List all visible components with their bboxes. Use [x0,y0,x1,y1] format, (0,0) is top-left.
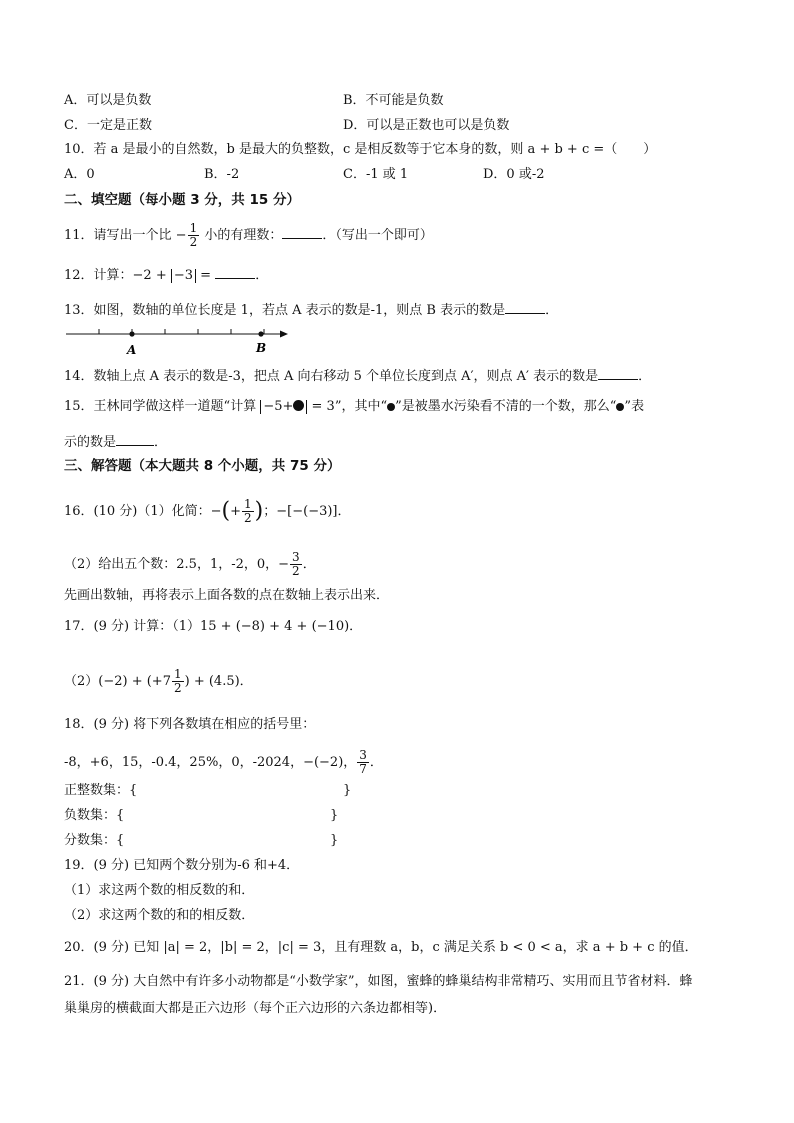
q18-negative-set: 负数集：{ [64,808,125,823]
q10-option-c: C．-1 或 1 [343,167,409,182]
section-3-heading: 三、解答题（本大题共 8 个小题，共 75 分） [64,458,341,474]
q16-p1-mid: ；−[−(−3)]． [263,504,351,519]
q15-post2: ”是被墨水污染看不清的一个数，那么“ [395,399,617,414]
q10-stem: 10．若 a 是最小的自然数，b 是最大的负整数，c 是相反数等于它本身的数，则 a + b + c =（ ） [64,142,657,157]
q16-part2 [64,551,316,578]
q16-p2-pre: （2）给出五个数：2.5，1，-2，0，− [64,557,290,572]
q18-numbers-tail: ． [369,755,383,770]
q18-frac-den: 7 [359,762,367,776]
q17-p2-pre: （2）(−2) + (+7 [64,674,171,689]
q13-stem: 13．如图，数轴的单位长度是 1，若点 A 表示的数是-1，则点 B 表示的数是 [64,303,506,318]
q18-set1-close: } [343,783,352,798]
q17-p2-tail: ) + (4.5)． [184,674,253,689]
q13-tail: ． [545,303,559,318]
q15-pre: 15．王林同学做这样一道题“计算 [64,399,261,414]
q15-answer-blank[interactable] [116,432,154,446]
q16-p2-frac-den: 2 [292,564,300,578]
q11-pre: 11．请写出一个比 − [64,228,187,243]
q15-abs-text: −5+ [263,399,294,414]
q11-frac-den: 2 [189,235,198,249]
q13-number-line [64,324,294,358]
q13 [64,300,558,320]
q16-p2-frac-num: 3 [292,550,300,564]
q10-option-b: B．-2 [204,167,240,182]
q11-tail: ．（写出一个即可） [322,228,433,243]
q14-answer-blank[interactable] [598,366,638,380]
q18-numbers-text: -8，+6，15，-0.4，25%，0，-2024，−(−2)， [64,755,357,770]
q17-part1: 17．(9 分) 计算：（1）15 + (−8) + 4 + (−10)． [64,619,363,634]
q18-stem: 18．(9 分) 将下列各数填在相应的括号里： [64,717,316,732]
q14 [64,366,651,386]
q12-tail: ． [255,268,269,283]
q20-stem: 20．(9 分) 已知 |a| = 2，|b| = 2，|c| = 3，且有理数 a，b，c 满足关系 b < 0 < a，求 a + b + c 的值． [64,940,698,955]
q11-post: 小的有理数： [200,228,283,243]
q16-p2-tail: ． [302,557,316,572]
q19-stem: 19．(9 分) 已知两个数分别为-6 和+4． [64,858,300,873]
point-b [258,331,263,336]
q11-answer-blank[interactable] [282,225,322,239]
q9-option-c: C．一定是正数 [64,118,152,133]
q19-part1: （1）求这两个数的相反数的和． [64,883,255,898]
q18-frac-num: 3 [359,748,367,762]
q12-absolute-value: −3 [171,269,196,283]
q10-option-a: A．0 [64,167,95,182]
q18-fraction [357,749,369,776]
q15-post: = 3”，其中“ [307,399,388,414]
q18-positive-integers-set: 正整数集：{ [64,783,138,798]
q16-fraction [242,498,254,525]
q14-tail: ． [638,369,652,384]
q16-frac-num: 1 [244,497,252,511]
q16-frac-den: 2 [244,511,252,525]
q11-fraction [188,222,200,249]
q15-line2 [64,432,167,452]
axis-arrow-icon [280,331,288,338]
q9-option-b: B．不可能是负数 [343,93,444,108]
q12-post: = [196,268,216,283]
q14-stem: 14．数轴上点 A 表示的数是-3，把点 A 向右移动 5 个单位长度到点 A′，则点 A′ 表示的数是 [64,369,599,384]
q21-line2: 巢巢房的横截面大都是正六边形（每个正六边形的六条边都相等)． [64,1001,447,1016]
q17-part2 [64,668,253,695]
q15-absolute-value [260,400,307,414]
label-a: A [127,343,137,357]
q15-post3: ”表 [624,399,645,414]
q16-p2-fraction [290,551,302,578]
q12 [64,265,268,285]
q16-part1: 16．(10 分)（1）化简：−(+ $\frac{1}{2}$ )；−[−(−3)]． [64,497,351,525]
ink-blot-icon [387,403,395,411]
q12-answer-blank[interactable] [215,265,255,279]
label-b: B [256,341,267,355]
q11 [64,222,433,249]
q9-option-a: A．可以是负数 [64,93,152,108]
q17-fraction [172,668,184,695]
q19-part2: （2）求这两个数的和的相反数． [64,908,255,923]
ink-blot-icon [293,400,304,411]
q15-tail: ． [154,435,168,450]
q12-pre: 12．计算：−2 + [64,268,171,283]
q17-frac-num: 1 [173,667,182,681]
q16-p1-pre: 16．(10 分)（1）化简：− [64,504,222,519]
q17-frac-den: 2 [173,681,182,695]
q10-option-d: D．0 或-2 [483,167,545,182]
q15-line2-text: 示的数是 [64,435,117,450]
q18-numbers [64,749,383,776]
q11-frac-num: 1 [189,221,198,235]
section-2-heading: 二、填空题（每小题 3 分，共 15 分） [64,192,300,208]
q13-answer-blank[interactable] [505,300,545,314]
q9-option-d: D．可以是正数也可以是负数 [343,118,510,133]
q15 [64,398,644,416]
point-a [129,331,134,336]
q21-line1: 21．(9 分) 大自然中有许多小动物都是“小数学家”，如图，蜜蜂的蜂巢结构非常精巧、实用而且节省材料．蜂 [64,974,693,989]
q18-fraction-set: 分数集：{ [64,833,125,848]
q18-set3-close: } [330,833,339,848]
q18-set2-close: } [330,808,339,823]
q16-part3: 先画出数轴，再将表示上面各数的点在数轴上表示出来． [64,588,390,603]
